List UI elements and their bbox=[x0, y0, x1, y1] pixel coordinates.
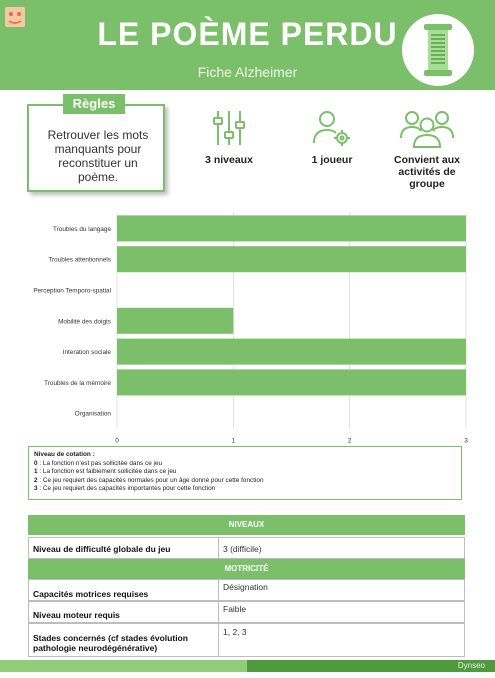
x-tick-label: 0 bbox=[115, 437, 119, 445]
row-label: Capacités motrices requises bbox=[33, 589, 149, 599]
category-label: Perception Temporo-spatial bbox=[33, 287, 111, 295]
category-label: Interation sociale bbox=[62, 349, 111, 357]
legend-item: 2 : Ce jeu requiert des capacités normales pour un âge donné pour cette fonction bbox=[34, 476, 264, 484]
category-label: Troubles de la mémoire bbox=[44, 379, 111, 387]
feature-players-label: 1 joueur bbox=[311, 154, 353, 166]
chart-bar bbox=[117, 215, 466, 241]
feature-group-label: Convient aux activités de groupe bbox=[394, 154, 460, 190]
table-row bbox=[28, 601, 465, 623]
brand-label: Dynseo bbox=[457, 661, 485, 670]
x-tick-label: 2 bbox=[347, 437, 352, 445]
x-tick-label: 3 bbox=[464, 437, 468, 445]
feature-players bbox=[293, 108, 371, 166]
skills-bar-chart bbox=[0, 205, 495, 445]
rules-box bbox=[27, 104, 165, 192]
x-tick-label: 1 bbox=[231, 437, 236, 445]
group-icon bbox=[399, 108, 455, 148]
rules-tab: Règles bbox=[63, 94, 125, 114]
motricite-header: MOTRICITÉ bbox=[28, 559, 465, 579]
feature-levels bbox=[192, 108, 266, 166]
legend-item: 1 : La fonction est faiblement sollicitée dans ce jeu bbox=[34, 468, 177, 476]
rating-legend bbox=[28, 446, 462, 500]
niveaux-header: NIVEAUX bbox=[28, 515, 465, 535]
scroll-badge bbox=[402, 14, 474, 86]
page-subtitle: Fiche Alzheimer bbox=[197, 64, 298, 80]
difficulty-value: 3 (difficile) bbox=[223, 544, 262, 554]
footer-bar-left bbox=[0, 660, 247, 672]
category-label: Organisation bbox=[74, 410, 111, 418]
table-row bbox=[28, 579, 465, 601]
feature-levels-label: 3 niveaux bbox=[205, 154, 253, 166]
category-label: Troubles du langage bbox=[52, 225, 111, 233]
difficulty-label: Niveau de difficulté globale du jeu bbox=[33, 544, 171, 554]
difficulty-row bbox=[28, 537, 465, 559]
sliders-icon bbox=[209, 108, 249, 148]
table-row bbox=[28, 623, 465, 657]
category-label: Mobilité des doigts bbox=[58, 318, 111, 326]
skills-chart bbox=[0, 205, 495, 445]
legend-item: 0 : La fonction n'est pas sollicitée dans ce jeu bbox=[34, 459, 163, 467]
row-label: Stades concernés (cf stades évolution pathologie neurodégénérative) bbox=[33, 633, 188, 653]
rules-text: Retrouver les mots manquants pour reconstituer un poème. bbox=[47, 128, 149, 184]
user-gear-icon bbox=[311, 108, 353, 148]
chart-bar bbox=[117, 339, 466, 365]
row-value: Désignation bbox=[223, 582, 268, 592]
legend-title: Niveau de cotation : bbox=[34, 451, 95, 458]
row-value: Faible bbox=[223, 604, 247, 614]
header-banner bbox=[0, 0, 495, 90]
legend-item: 3 : Ce jeu requiert des capacités importantes pour cette fonction bbox=[34, 485, 216, 493]
scroll-icon bbox=[402, 14, 474, 86]
chart-bar bbox=[117, 246, 466, 272]
row-label: Niveau moteur requis bbox=[33, 610, 120, 620]
chart-bar bbox=[117, 369, 466, 395]
category-label: Troubles attentionnels bbox=[48, 256, 111, 264]
row-value: 1, 2, 3 bbox=[223, 627, 247, 637]
feature-group bbox=[386, 108, 468, 190]
chart-bar bbox=[117, 308, 233, 334]
page-title: LE POÈME PERDU bbox=[97, 16, 398, 52]
